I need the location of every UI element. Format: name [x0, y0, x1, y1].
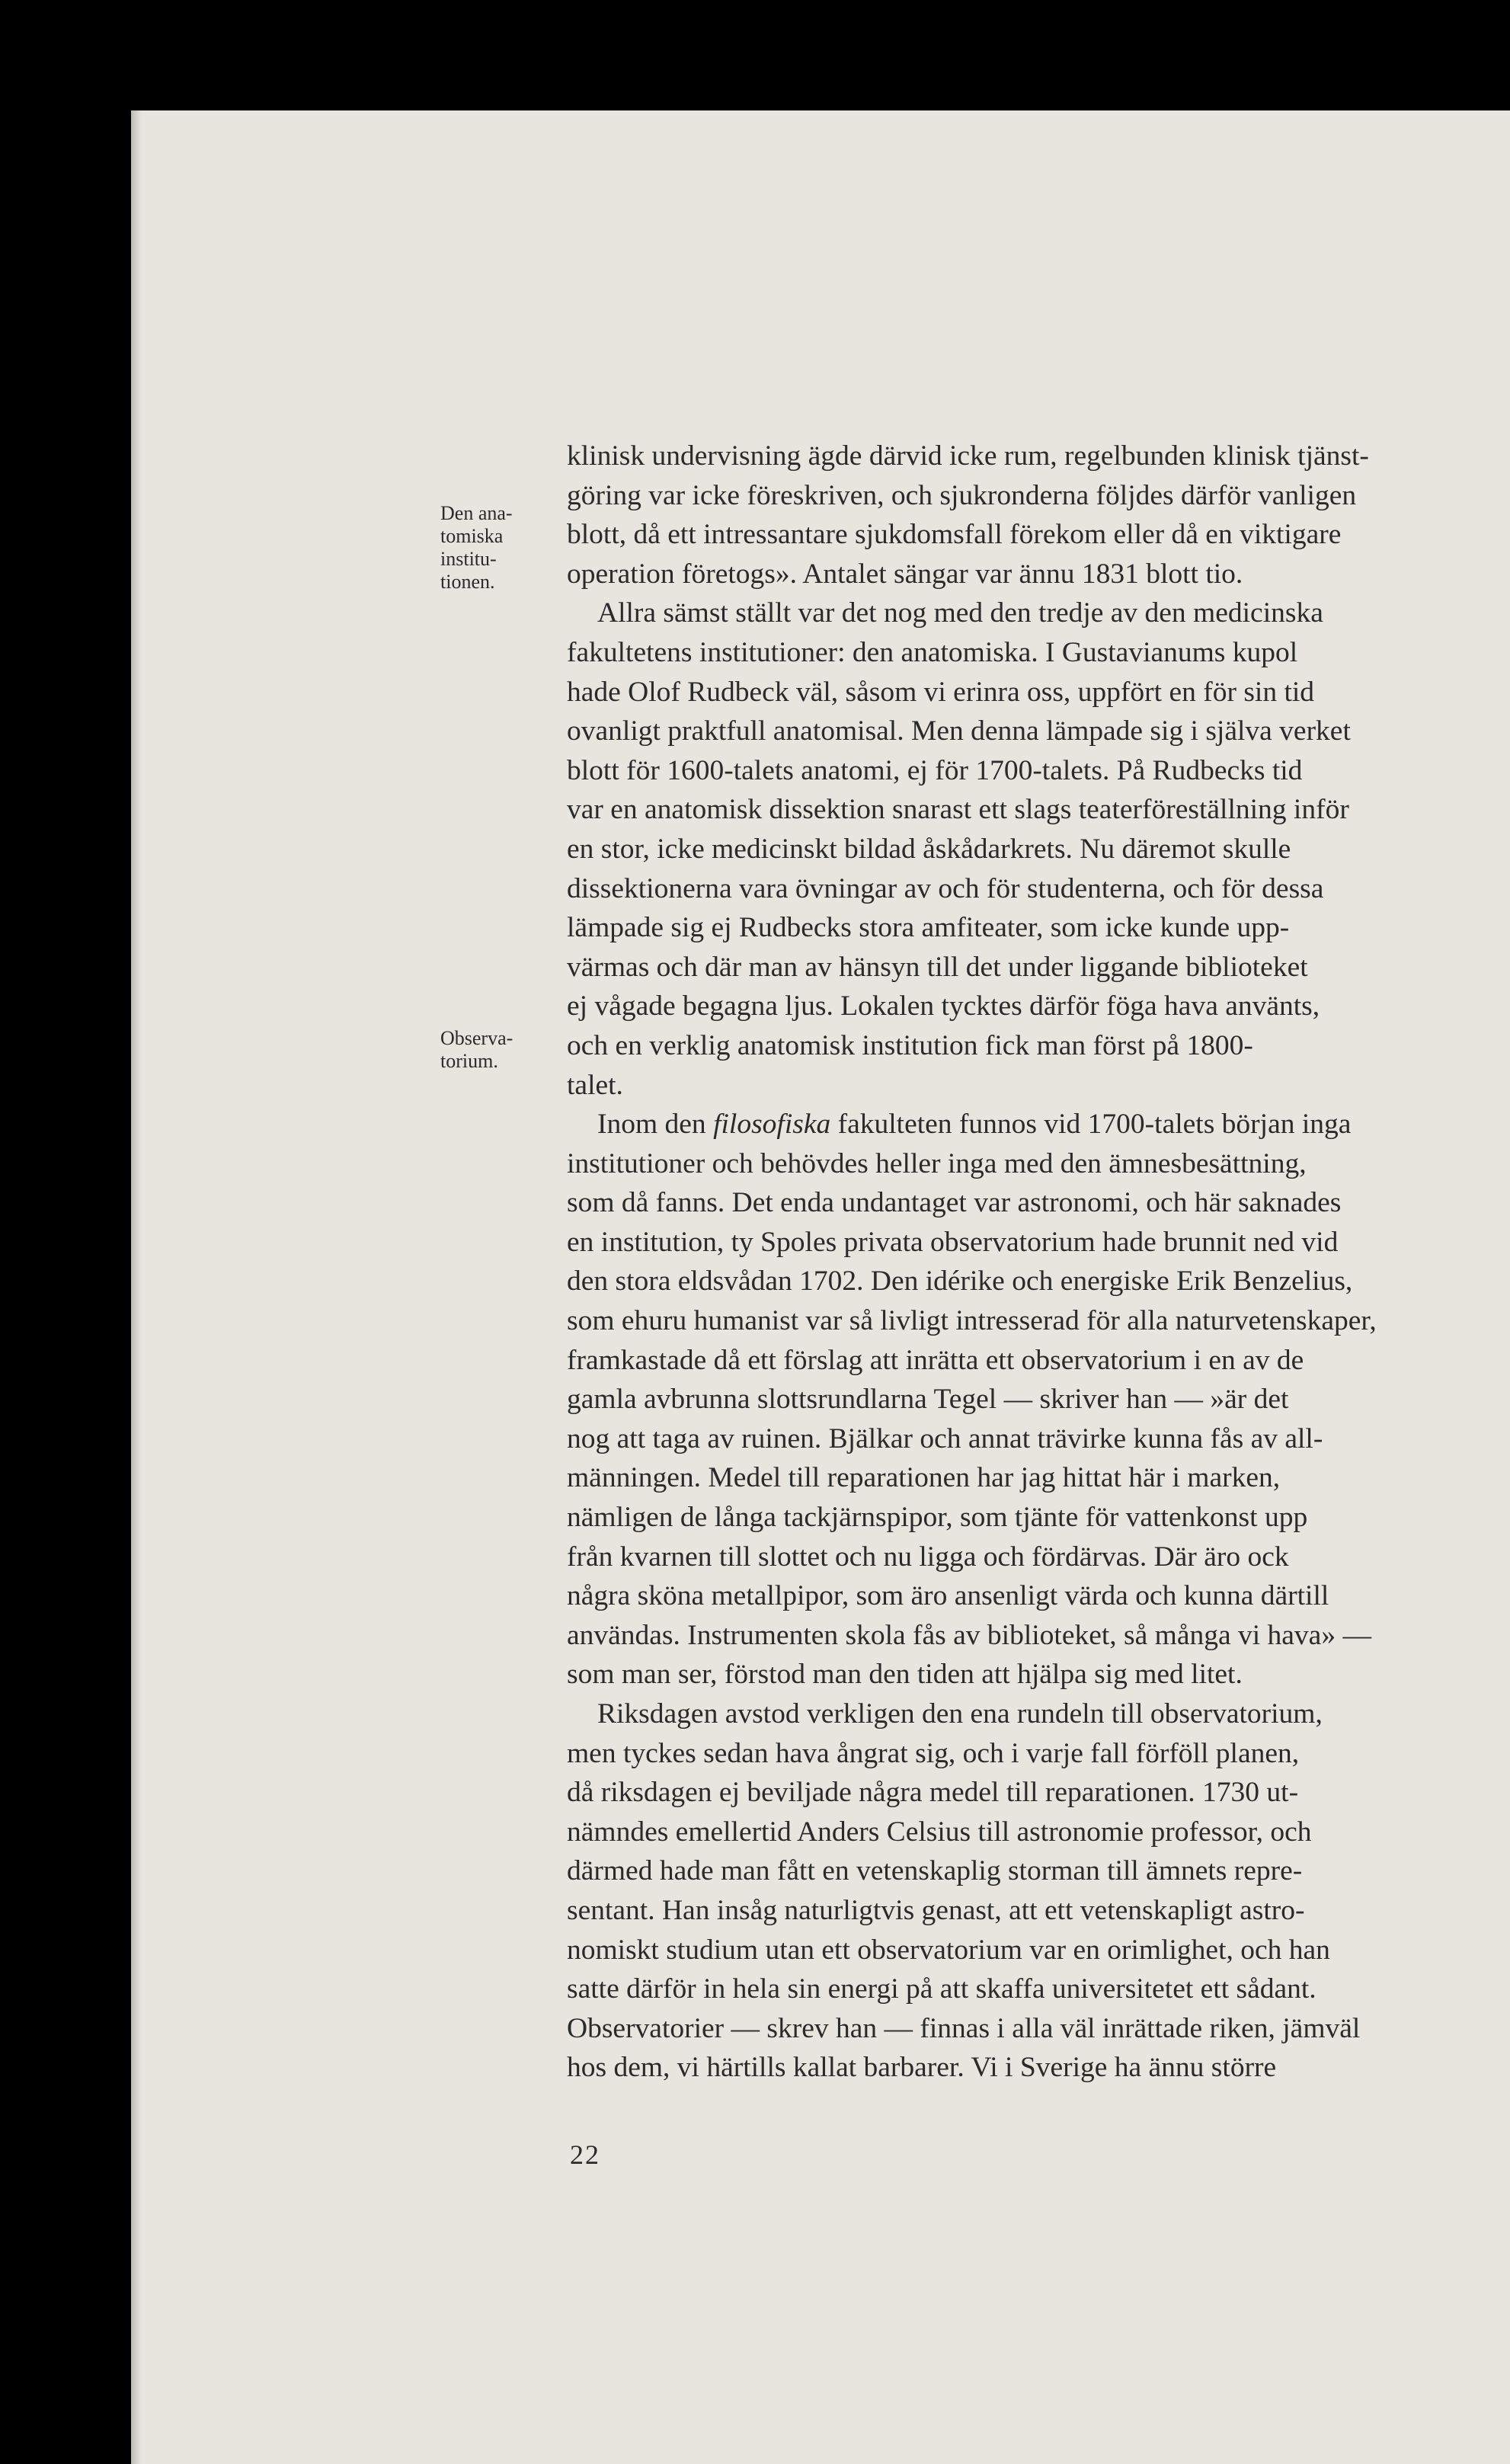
text-line: var en anatomisk dissektion snarast ett slags teaterföreställning inför	[567, 794, 1349, 826]
margin-note-line: torium.	[440, 1050, 498, 1072]
text-line: då riksdagen ej beviljade några medel till reparationen. 1730 ut-	[567, 1777, 1299, 1809]
margin-note-line: tomiska	[440, 525, 504, 547]
text-line: nog att taga av ruinen. Bjälkar och annat trävirke kunna fås av all-	[567, 1422, 1323, 1454]
margin-note-line: Observa-	[440, 1027, 513, 1049]
text-line: sentant. Han insåg naturligtvis genast, att ett vetenskapligt astro-	[567, 1894, 1305, 1926]
text-line: nämligen de långa tackjärnspipor, som tjänte för vattenkonst upp	[567, 1502, 1308, 1534]
text-line: Allra sämst ställt var det nog med den tredje av den medicinska	[597, 597, 1323, 629]
text-line: dissektionerna vara övningar av och för studenterna, och för dessa	[567, 872, 1324, 904]
margin-note-anatomy	[440, 502, 513, 594]
text-line: klinisk undervisning ägde därvid icke rum, regelbunden klinisk tjänst-	[567, 440, 1369, 472]
margin-note-line: tionen.	[440, 571, 495, 593]
text-line: hade Olof Rudbeck väl, såsom vi erinra oss, uppfört en för sin tid	[567, 676, 1315, 708]
text-line: talet.	[567, 1069, 623, 1101]
text-line: en stor, icke medicinskt bildad åskådarkrets. Nu däremot skulle	[567, 833, 1291, 865]
book-page	[131, 110, 1510, 2464]
page-number: 22	[570, 2139, 600, 2170]
margin-note-line: Den ana-	[440, 502, 513, 524]
text-line: som då fanns. Det enda undantaget var astronomi, och här saknades	[567, 1187, 1342, 1219]
margin-note-observatory	[440, 1027, 513, 1073]
text-line: nomiskt studium utan ett observatorium var en orimlighet, och han	[567, 1934, 1330, 1966]
text-line: några sköna metallpipor, som äro ansenligt värda och kunna därtill	[567, 1580, 1329, 1612]
text-line: ej vågade begagna ljus. Lokalen tycktes därför föga hava använts,	[567, 990, 1320, 1022]
paragraph	[567, 1694, 1510, 2088]
paragraph	[567, 1105, 1510, 1694]
text-line: från kvarnen till slottet och nu ligga och fördärvas. Där äro ock	[567, 1541, 1289, 1573]
text-line: som man ser, förstod man den tiden att hjälpa sig med litet.	[567, 1659, 1243, 1691]
text-line: männingen. Medel till reparationen har jag hittat här i marken,	[567, 1462, 1281, 1494]
text-line: framkastade då ett förslag att inrätta ett observatorium i en av de	[567, 1344, 1304, 1376]
text-line: göring var icke föreskriven, och sjukronderna följdes därför vanligen	[567, 479, 1357, 511]
text-line: men tyckes sedan hava ångrat sig, och i varje fall förföll planen,	[567, 1737, 1300, 1769]
text-line: operation företogs». Antalet sängar var ännu 1831 blott tio.	[567, 558, 1243, 590]
text-line: satte därför in hela sin energi på att skaffa universitetet ett sådant.	[567, 1973, 1316, 2005]
text-line: värmas och där man av hänsyn till det under liggande biblioteket	[567, 951, 1308, 983]
text-line: hos dem, vi härtills kallat barbarer. Vi i Sverige ha ännu större	[567, 2052, 1277, 2084]
text-line: som ehuru humanist var så livligt intresserad för alla naturvetenskaper,	[567, 1305, 1377, 1337]
text-line: ovanligt praktfull anatomisal. Men denna lämpade sig i själva verket	[567, 715, 1351, 747]
text-line: användas. Instrumenten skola fås av biblioteket, så många vi hava» —	[567, 1619, 1371, 1651]
paragraph	[567, 437, 1510, 594]
text-line: lämpade sig ej Rudbecks stora amfiteater, som icke kunde upp-	[567, 912, 1290, 944]
text-line: blott, då ett intressantare sjukdomsfall förekom eller då en viktigare	[567, 519, 1342, 551]
text-line: gamla avbrunna slottsrundlarna Tegel — skriver han — »är det	[567, 1384, 1289, 1416]
text-line: och en verklig anatomisk institution fick man först på 1800-	[567, 1029, 1253, 1061]
text-line: Riksdagen avstod verkligen den ena rundeln till observatorium,	[597, 1698, 1323, 1730]
text-line: den stora eldsvådan 1702. Den idérike och energiske Erik Benzelius,	[567, 1266, 1353, 1298]
text-line: institutioner och behövdes heller inga med den ämnesbesättning,	[567, 1147, 1307, 1179]
text-line: blott för 1600-talets anatomi, ej för 1700-talets. På Rudbecks tid	[567, 754, 1303, 786]
paragraph	[567, 594, 1510, 1105]
text-line: Inom den filosofiska fakulteten funnos vid 1700-talets början inga	[597, 1109, 1352, 1141]
text-line: fakultetens institutioner: den anatomiska. I Gustavianums kupol	[567, 636, 1298, 668]
text-line: en institution, ty Spoles privata observatorium hade brunnit ned vid	[567, 1226, 1339, 1258]
text-line: därmed hade man fått en vetenskaplig storman till ämnets repre-	[567, 1855, 1303, 1887]
text-line: nämndes emellertid Anders Celsius till astronomie professor, och	[567, 1816, 1312, 1848]
text-line: Observatorier — skrev han — finnas i alla väl inrättade riken, jämväl	[567, 2012, 1361, 2044]
margin-note-line: institu-	[440, 548, 497, 570]
body-text	[567, 437, 1510, 2088]
